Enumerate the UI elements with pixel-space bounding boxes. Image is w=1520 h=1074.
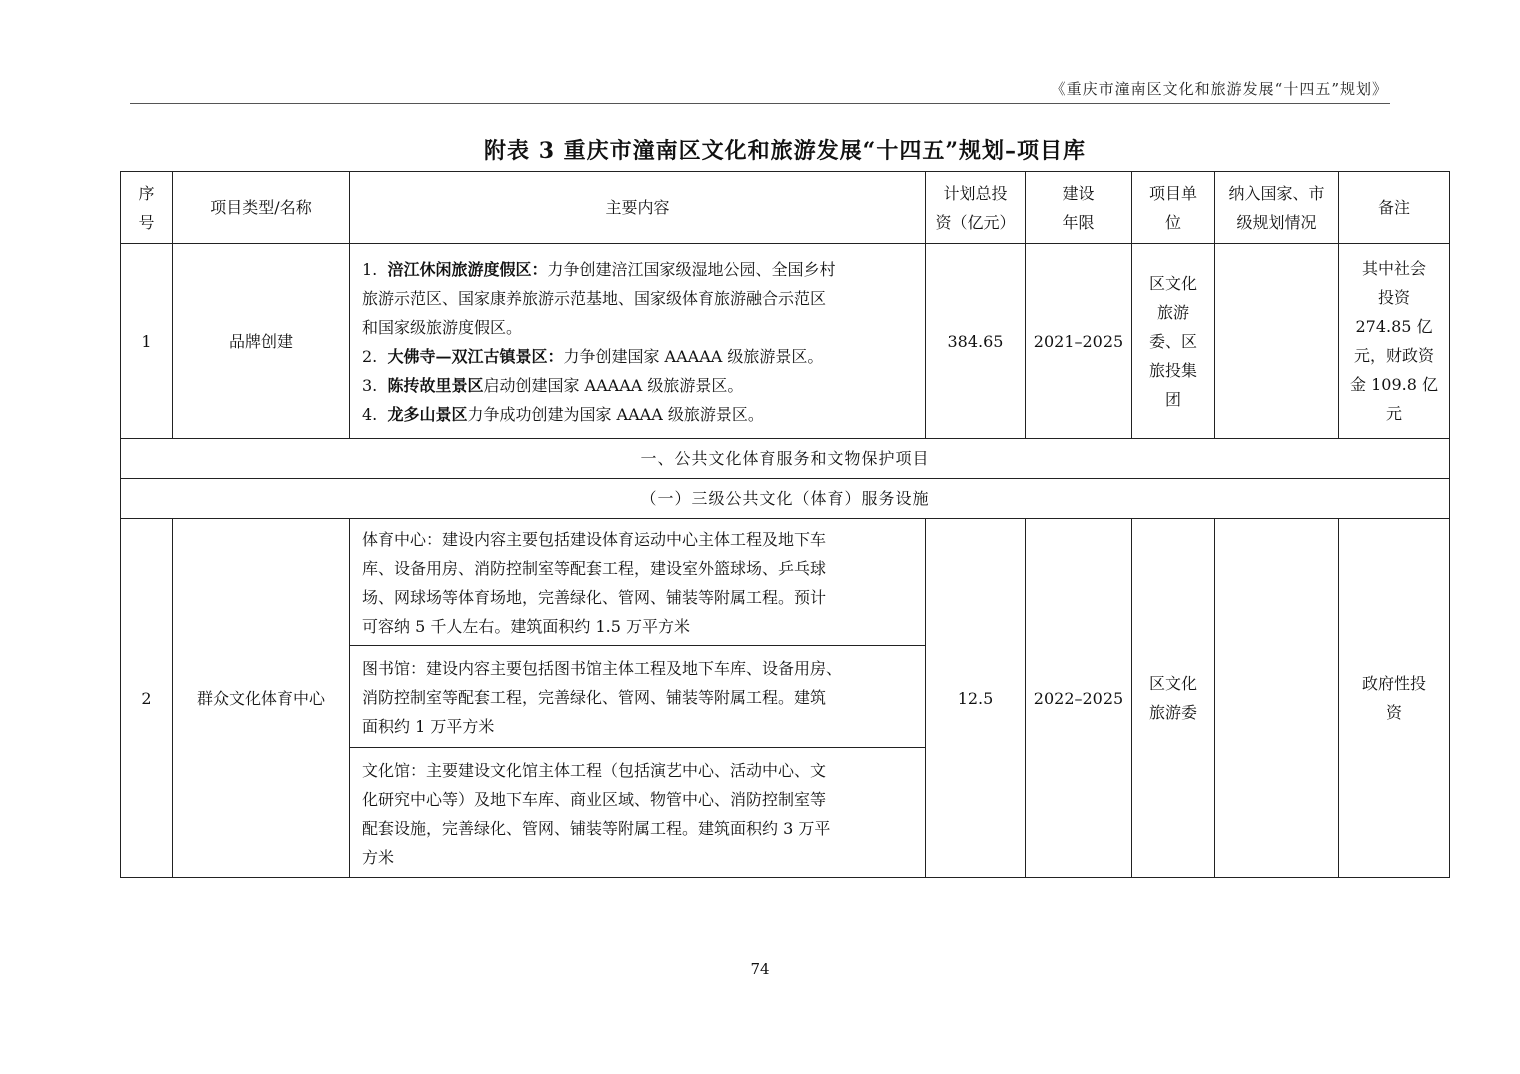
table-row xyxy=(121,519,1450,646)
row1-content xyxy=(350,244,926,439)
content-line: 旅游示范区、国家康养旅游示范基地、国家级体育旅游融合示范区 xyxy=(362,289,827,308)
row1-seq: 1 xyxy=(121,244,173,439)
row2-content-sports-center: 体育中心：建设内容主要包括建设体育运动中心主体工程及地下车 库、设备用房、消防控制室等配套工程，建设室外篮球场、乒乓球 场、网球场等体育场地，完善绿化、管网、铺装等附属工程。预计 可容纳 5 千人左右。建筑面积约 1.5 万平方米 xyxy=(350,519,926,646)
row2-period: 2022–2025 xyxy=(1026,519,1132,878)
col-header-plan: 纳入国家、市 级规划情况 xyxy=(1215,172,1339,244)
table-title: 附表 3 重庆市潼南区文化和旅游发展“十四五”规划–项目库 xyxy=(484,138,1086,164)
col-header-seq: 序 号 xyxy=(121,172,173,244)
subsection-heading-row xyxy=(121,479,1450,519)
subsection-heading: （一）三级公共文化（体育）服务设施 xyxy=(121,479,1450,519)
col-header-invest: 计划总投 资（亿元） xyxy=(926,172,1026,244)
row2-note: 政府性投 资 xyxy=(1339,519,1450,878)
row2-content-culture-hall: 文化馆：主要建设文化馆主体工程（包括演艺中心、活动中心、文 化研究中心等）及地下车库、商业区域、物管中心、消防控制室等 配套设施，完善绿化、管网、铺装等附属工程。建筑面积约 3 万平 方米 xyxy=(350,748,926,878)
row2-content-library: 图书馆：建设内容主要包括图书馆主体工程及地下车库、设备用房、 消防控制室等配套工程，完善绿化、管网、铺装等附属工程。建筑 面积约 1 万平方米 xyxy=(350,646,926,748)
section-heading-row xyxy=(121,439,1450,479)
row2-plan xyxy=(1215,519,1339,878)
content-line: 3. 陈抟故里景区启动创建国家 AAAAA 级旅游景区。 xyxy=(362,376,744,395)
table-header-row xyxy=(121,172,1450,244)
row2-unit: 区文化 旅游委 xyxy=(1132,519,1215,878)
project-table xyxy=(120,171,1450,878)
row1-unit: 区文化 旅游 委、区 旅投集 团 xyxy=(1132,244,1215,439)
row2-seq: 2 xyxy=(121,519,173,878)
col-header-content: 主要内容 xyxy=(350,172,926,244)
row1-name: 品牌创建 xyxy=(173,244,350,439)
row1-invest: 384.65 xyxy=(926,244,1026,439)
section-heading: 一、公共文化体育服务和文物保护项目 xyxy=(121,439,1450,479)
running-header: 《重庆市潼南区文化和旅游发展“十四五”规划》 xyxy=(1050,80,1388,98)
col-header-note: 备注 xyxy=(1339,172,1450,244)
content-line: 4. 龙多山景区力争成功创建为国家 AAAA 级旅游景区。 xyxy=(362,405,764,424)
header-rule xyxy=(130,103,1390,104)
table-row xyxy=(121,244,1450,439)
col-header-name: 项目类型/名称 xyxy=(173,172,350,244)
content-line: 和国家级旅游度假区。 xyxy=(362,318,523,337)
content-line: 1. 涪江休闲旅游度假区：力争创建涪江国家级湿地公园、全国乡村 xyxy=(362,260,836,279)
col-header-period: 建设 年限 xyxy=(1026,172,1132,244)
row2-invest: 12.5 xyxy=(926,519,1026,878)
row2-name: 群众文化体育中心 xyxy=(173,519,350,878)
row1-plan xyxy=(1215,244,1339,439)
content-line: 2. 大佛寺—双江古镇景区：力争创建国家 AAAAA 级旅游景区。 xyxy=(362,347,824,366)
page-number: 74 xyxy=(750,960,770,978)
col-header-unit: 项目单 位 xyxy=(1132,172,1215,244)
row1-period: 2021–2025 xyxy=(1026,244,1132,439)
row1-note: 其中社会 投资 274.85 亿 元，财政资 金 109.8 亿 元 xyxy=(1339,244,1450,439)
